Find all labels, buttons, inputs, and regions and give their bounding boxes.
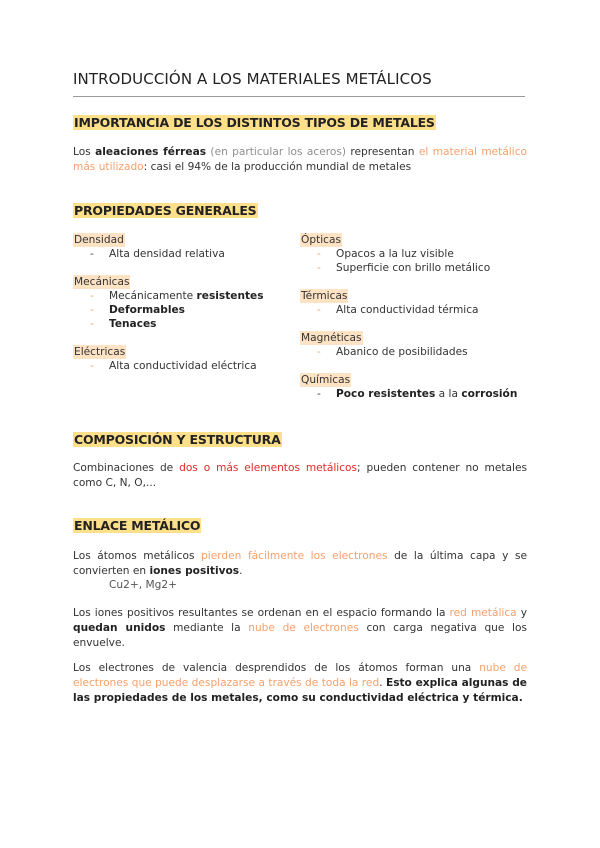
label-magneticas: Magnéticas: [301, 332, 362, 344]
list-item: [73, 359, 303, 373]
importancia-heading: IMPORTANCIA DE LOS DISTINTOS TIPOS DE METALES: [74, 115, 435, 130]
text-highlight: red metálica: [449, 607, 517, 619]
text-run: ; pueden contener no metales como C, N, O,...: [73, 462, 527, 489]
text-run: Combinaciones de: [73, 462, 180, 474]
item-text: a la: [435, 388, 462, 400]
list-item: [300, 247, 530, 261]
label-densidad: Densidad: [74, 234, 124, 246]
text-run: de la última capa y se convierten en: [73, 550, 527, 577]
text-highlight: el material metálico más utilizado: [73, 146, 527, 173]
item-bold: corrosión: [461, 388, 518, 400]
text-bold: aleaciones férreas: [95, 146, 207, 158]
enlace-paragraph-1: [73, 549, 527, 579]
properties-left-column: [73, 233, 303, 387]
list-item: [73, 289, 303, 303]
composicion-heading: COMPOSICIÓN Y ESTRUCTURA: [74, 432, 281, 447]
bullet-dash: -: [317, 248, 321, 260]
item-text: Mecánicamente: [109, 290, 197, 302]
propiedades-heading: PROPIEDADES GENERALES: [74, 203, 257, 218]
label-electricas: Eléctricas: [74, 346, 126, 358]
list-item: [73, 247, 303, 261]
enlace-heading: ENLACE METÁLICO: [74, 518, 201, 533]
text-bold: quedan unidos: [73, 622, 166, 634]
section-heading-enlace: [73, 518, 201, 533]
item-text: Opacos a la luz visible: [336, 248, 454, 260]
group-magneticas: [300, 331, 530, 359]
group-electricas: [73, 345, 303, 373]
bullet-dash: -: [317, 346, 321, 358]
properties-right-column: [300, 233, 530, 415]
text-highlight: nube de electrones: [248, 622, 359, 634]
item-text: Alta densidad relativa: [109, 248, 225, 260]
list-item: [300, 261, 530, 275]
section-heading-composicion: [73, 432, 282, 447]
bullet-dash: -: [317, 262, 321, 274]
text-red: dos o más elementos metálicos: [179, 462, 358, 474]
item-bold: Tenaces: [109, 318, 157, 330]
list-item: [73, 317, 303, 331]
group-densidad: [73, 233, 303, 261]
title-divider: [73, 96, 525, 97]
item-text: Alta conductividad térmica: [336, 304, 479, 316]
text-run: Los iones positivos resultantes se ordenan en el espacio formando la: [73, 607, 450, 619]
bullet-dash: -: [90, 290, 94, 302]
text-bold: iones positivos: [149, 565, 240, 577]
text-run: con carga negativa que los envuelve.: [73, 622, 528, 649]
label-mecanicas: Mecánicas: [74, 276, 130, 288]
enlace-paragraph-3: [73, 661, 527, 706]
section-heading-importancia: [73, 115, 436, 130]
importancia-paragraph: [73, 145, 527, 175]
list-item: [300, 303, 530, 317]
text-run: Los átomos metálicos: [73, 550, 202, 562]
bullet-dash: -: [90, 304, 94, 316]
group-termicas: [300, 289, 530, 317]
text-run: mediante la: [165, 622, 249, 634]
bullet-dash: -: [317, 388, 321, 400]
item-text: Alta conductividad eléctrica: [109, 360, 257, 372]
bullet-dash: -: [90, 318, 94, 330]
text-run: Los: [73, 146, 96, 158]
ions-example: Cu2+, Mg2+: [109, 579, 177, 591]
item-bold: Deformables: [109, 304, 185, 316]
text-bold: Esto explica algunas de las propiedades de los metales, como su conductividad eléctrica y térmica.: [73, 677, 527, 704]
group-quimicas: [300, 373, 530, 401]
text-highlight: pierden fácilmente los electrones: [201, 550, 388, 562]
bullet-dash: -: [317, 304, 321, 316]
bullet-dash: -: [90, 248, 94, 260]
label-termicas: Térmicas: [301, 290, 348, 302]
text-grey: (en particular los aceros): [206, 146, 346, 158]
enlace-paragraph-2: [73, 606, 527, 651]
group-mecanicas: [73, 275, 303, 331]
text-run: .: [379, 677, 386, 689]
section-heading-propiedades: [73, 203, 258, 218]
text-run: : casi el 94% de la producción mundial de metales: [143, 161, 412, 173]
list-item: [300, 345, 530, 359]
item-bold: Poco resistentes: [336, 388, 436, 400]
text-run: representan: [345, 146, 419, 158]
group-opticas: [300, 233, 530, 275]
list-item: [300, 387, 530, 401]
label-quimicas: Químicas: [301, 374, 351, 386]
list-item: [73, 303, 303, 317]
item-text: Superficie con brillo metálico: [336, 262, 491, 274]
text-run: Los electrones de valencia desprendidos de los átomos forman una: [73, 662, 480, 674]
item-bold: resistentes: [196, 290, 264, 302]
composicion-paragraph: [73, 461, 527, 491]
item-text: Abanico de posibilidades: [336, 346, 468, 358]
page-title: INTRODUCCIÓN A LOS MATERIALES METÁLICOS: [73, 70, 432, 88]
text-highlight: nube de electrones que puede desplazarse a través de toda la red: [73, 662, 528, 689]
label-opticas: Ópticas: [301, 234, 341, 246]
text-run: y: [516, 607, 528, 619]
bullet-dash: -: [90, 360, 94, 372]
text-run: .: [239, 565, 243, 577]
